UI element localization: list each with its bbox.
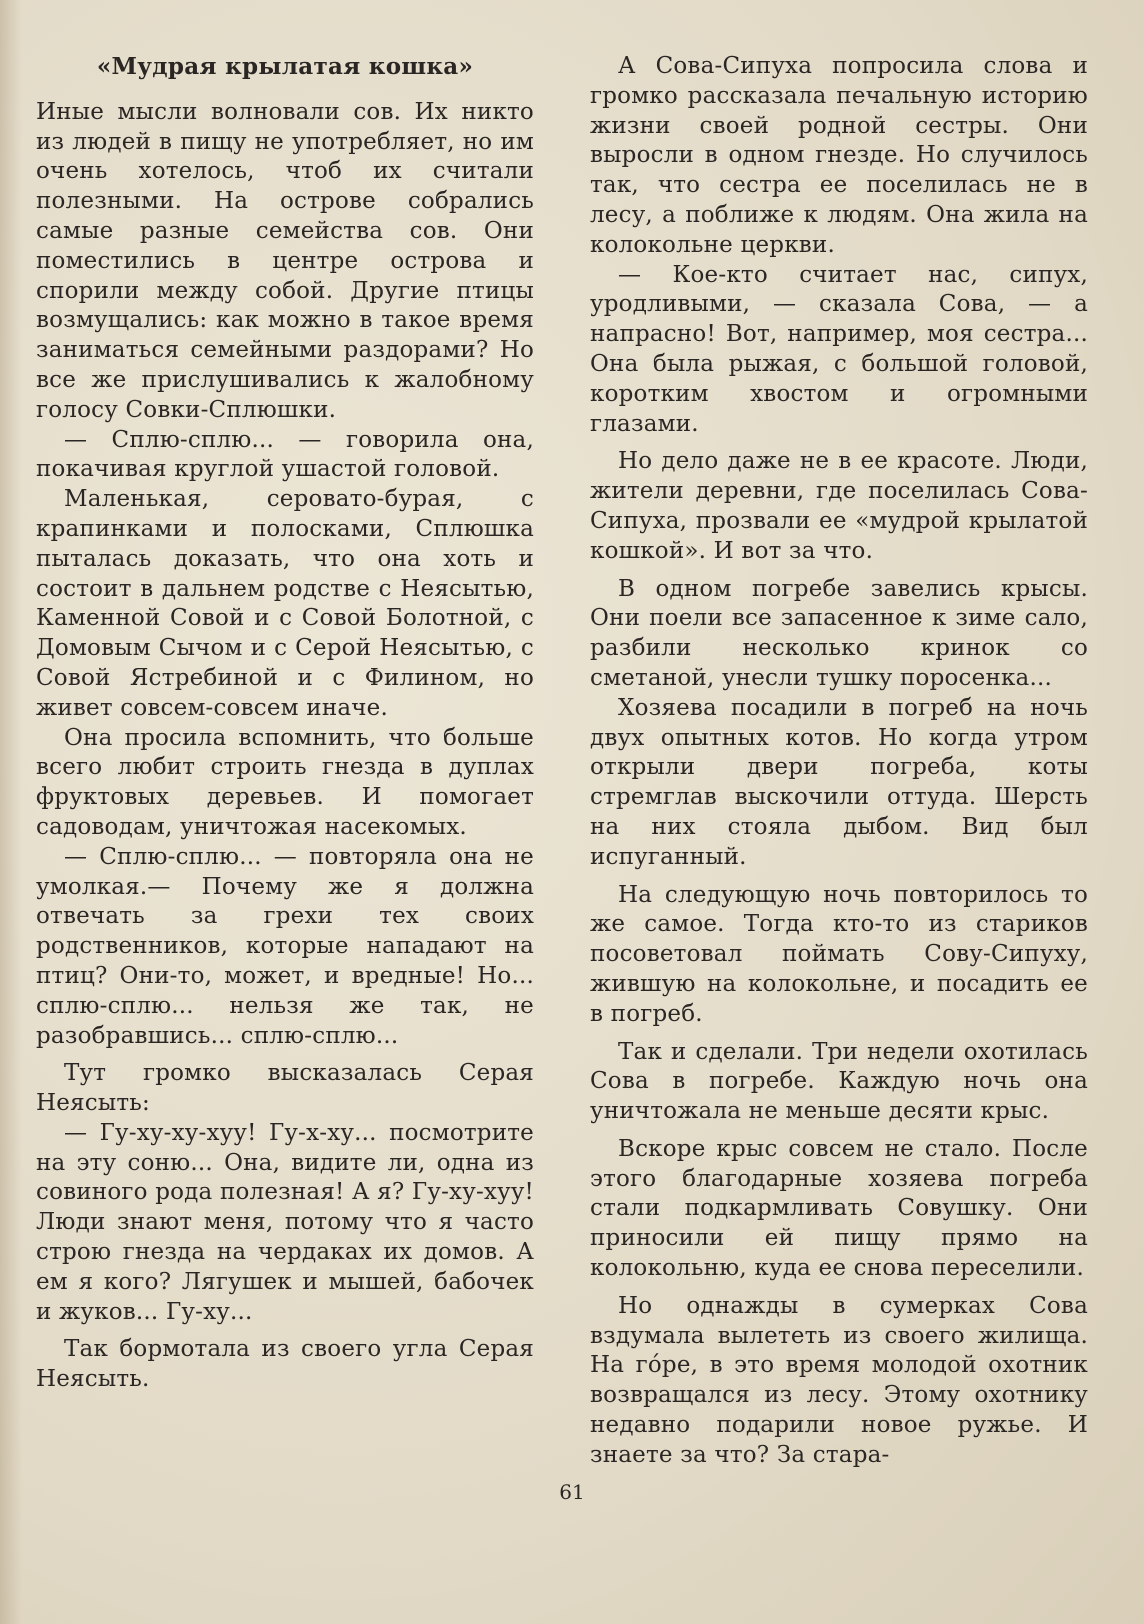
paragraph: — Сплю-сплю... — повторяла она не умолкая.— Почему же я должна отвечать за грехи тех своих родственников, которые нападают на птиц? Они-то, может, и вредные! Но... сплю-сплю... нельзя же так, не разобравшись... сплю-сплю...	[36, 843, 534, 1049]
section-title: «Мудрая крылатая кошка»	[96, 53, 474, 80]
paragraph: — Гу-ху-ху-хуу! Гу-х-ху... посмотрите на эту соню... Она, видите ли, одна из совиного рода полезная! А я? Гу-ху-хуу! Люди знают меня, потому что я часто строю гнезда на чердаках их домов. А ем я кого? Лягушек и мышей, бабочек и жуков... Гу-ху...	[36, 1119, 534, 1325]
left-column	[36, 52, 534, 1395]
paragraph: А Сова-Сипуха попросила слова и громко рассказала печальную историю жизни своей родной сестры. Они выросли в одном гнезде. Но случилось так, что сестра ее поселилась не в лесу, а поближе к людям. Она жила на колокольне церкви.	[590, 53, 1088, 258]
paragraph: Хозяева посадили в погреб на ночь двух опытных котов. Но когда утром открыли двери погреба, коты стремглав выскочили оттуда. Шерсть на них стояла дыбом. Вид был испуганный.	[590, 694, 1088, 870]
paragraph: Но однажды в сумерках Сова вздумала вылететь из своего жилища. На гóре, в это время молодой охотник возвращался из лесу. Этому охотнику недавно подарили новое ружье. И знаете за что? За стара-	[590, 1292, 1088, 1468]
paragraph: Иные мысли волновали сов. Их никто из людей в пищу не употребляет, но им очень хотелось, чтоб их считали полезными. На острове собрались самые разные семейства сов. Они поместились в центре острова и спорили между собой. Другие птицы возмущались: как можно в такое время заниматься семейными раздорами? Но все же прислушивались к жалобному голосу Совки-Сплюшки.	[36, 98, 534, 423]
paragraph: Но дело даже не в ее красоте. Люди, жители деревни, где поселилась Сова-Сипуха, прозвали ее «мудрой крылатой кошкой». И вот за что.	[590, 448, 1088, 564]
paragraph: Так бормотала из своего угла Серая Неясыть.	[36, 1336, 534, 1393]
paragraph: Тут громко высказалась Серая Неясыть:	[36, 1060, 534, 1117]
paragraph: — Кое-кто считает нас, сипух, уродливыми, — сказала Сова, — а напрасно! Вот, например, моя сестра... Она была рыжая, с большой головой, коротким хвостом и огромными глазами.	[590, 261, 1088, 437]
paragraph: На следующую ночь повторилось то же самое. Тогда кто-то из стариков посоветовал поймать Сову-Сипуху, жившую на колокольне, и посадить ее в погреб.	[590, 881, 1088, 1027]
page-number: 61	[559, 1480, 585, 1504]
page-binding-shadow	[0, 0, 22, 1624]
paragraph: Маленькая, серовато-бурая, с крапинками и полосками, Сплюшка пыталась доказать, что она хоть и состоит в дальнем родстве с Неясытью, Каменной Совой и с Совой Болотной, с Домовым Сычом и с Серой Неясытью, с Совой Ястребиной и с Филином, но живет совсем-совсем иначе.	[36, 486, 534, 721]
paragraph: Вскоре крыс совсем не стало. После этого благодарные хозяева погреба стали подкармливать Совушку. Они приносили ей пищу прямо на колокольню, куда ее снова переселили.	[590, 1135, 1088, 1282]
paragraph: — Сплю-сплю... — говорила она, покачивая круглой ушастой головой.	[36, 426, 534, 483]
paragraph: Так и сделали. Три недели охотилась Сова в погребе. Каждую ночь она уничтожала не меньше десяти крыс.	[590, 1038, 1088, 1125]
paragraph: Она просила вспомнить, что больше всего любит строить гнезда в дуплах фруктовых деревьев. И помогает садоводам, уничтожая насекомых.	[36, 724, 534, 840]
right-column	[590, 52, 1088, 1471]
paragraph: В одном погребе завелись крысы. Они поели все запасенное к зиме сало, разбили несколько кринок со сметаной, унесли тушку поросенка...	[590, 575, 1088, 691]
